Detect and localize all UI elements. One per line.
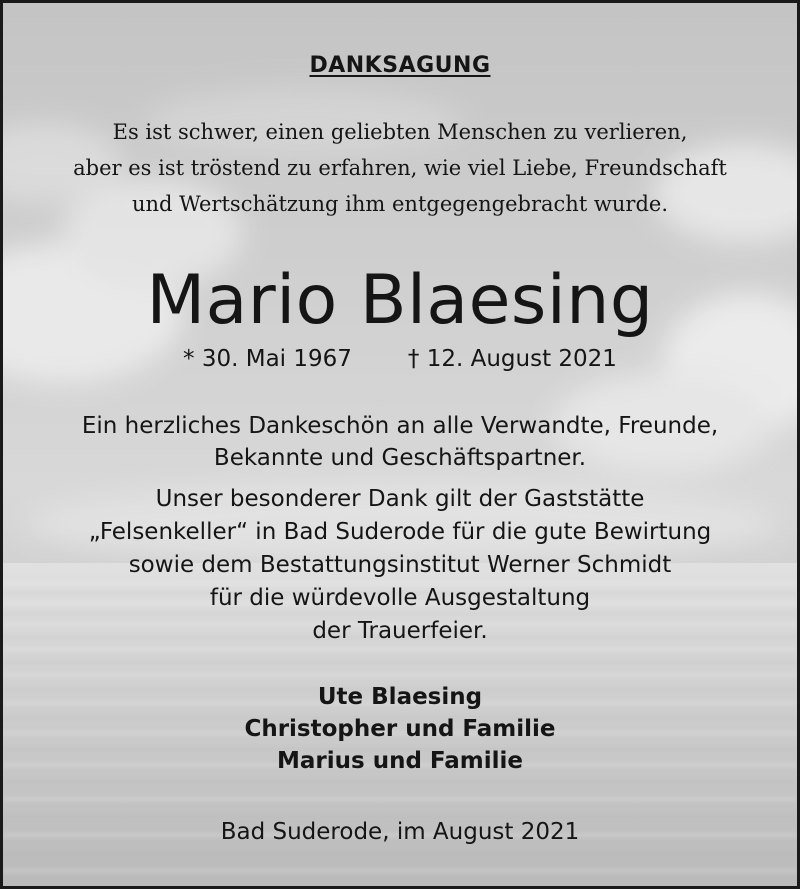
place-and-date: Bad Suderode, im August 2021 [220, 819, 580, 845]
deceased-name: Mario Blaesing [146, 261, 654, 340]
intro-line: Es ist schwer, einen geliebten Menschen zu verlieren, [112, 120, 688, 144]
intro-line: aber es ist tröstend zu erfahren, wie viel Liebe, Freundschaft [73, 156, 727, 180]
heading: DANKSAGUNG [309, 53, 491, 78]
thanks-line: „Felsenkeller“ in Bad Suderode für die gute Bewirtung [88, 519, 712, 545]
family-line: Ute Blaesing [317, 684, 483, 710]
thanks-line: für die würdevolle Ausgestaltung [209, 585, 591, 611]
thanks-line: Bekannte und Geschäftspartner. [213, 445, 587, 471]
family-line: Christopher und Familie [244, 716, 556, 742]
life-dates [3, 346, 797, 372]
thanks-line: der Trauerfeier. [312, 618, 488, 644]
death-date: † 12. August 2021 [407, 346, 617, 372]
obituary-content [3, 3, 797, 886]
thanks-line: Ein herzliches Dankeschön an alle Verwandte, Freunde, [81, 413, 719, 439]
birth-date: * 30. Mai 1967 [183, 346, 352, 372]
intro-line: und Wertschätzung ihm entgegengebracht wurde. [131, 192, 669, 216]
thanks-line: Unser besonderer Dank gilt der Gaststätte [155, 486, 645, 512]
family-line: Marius und Familie [276, 748, 524, 774]
thanks-line: sowie dem Bestattungsinstitut Werner Schmidt [128, 552, 672, 578]
